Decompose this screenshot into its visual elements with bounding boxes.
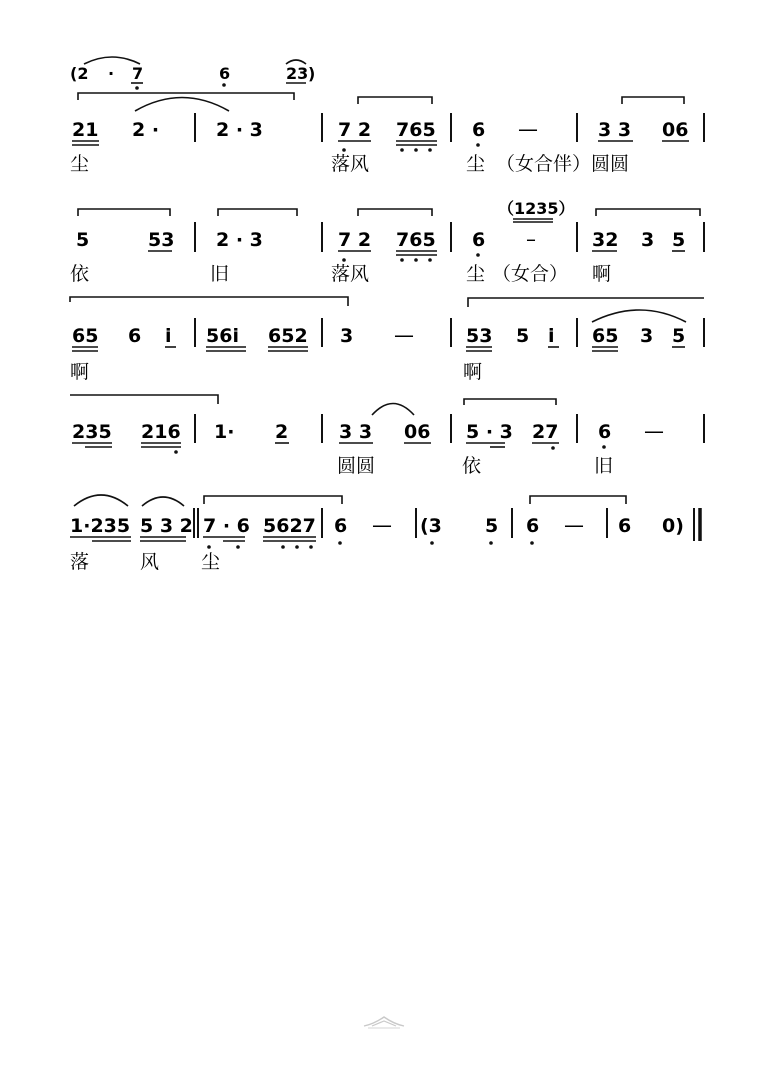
- note: 65: [592, 325, 619, 347]
- note: 3: [340, 325, 354, 347]
- intro-dot: ·: [108, 64, 115, 83]
- slur: [530, 496, 626, 504]
- octave-dot: [551, 446, 555, 450]
- octave-dot: [430, 541, 434, 545]
- system-4: [70, 395, 704, 477]
- octave-dot: [222, 83, 226, 87]
- octave-dot: [281, 545, 285, 549]
- lyric: 尘: [466, 153, 486, 175]
- octave-dot: [338, 541, 342, 545]
- note: 2 · 3: [216, 229, 263, 251]
- lyric: 旧: [594, 455, 614, 477]
- lyric: 依: [462, 455, 482, 477]
- note: 06: [404, 421, 431, 443]
- slur: [596, 209, 700, 216]
- note: 216: [141, 421, 181, 443]
- octave-dot: [530, 541, 534, 545]
- note: 65: [72, 325, 99, 347]
- lyric: （女合）: [492, 263, 569, 285]
- note: 6: [472, 119, 486, 141]
- slur: [135, 98, 229, 112]
- lyric: 旧: [210, 263, 230, 285]
- lyric: 啊: [463, 361, 483, 383]
- system-2: [70, 199, 704, 285]
- note: 21: [72, 119, 99, 141]
- octave-dot: [414, 148, 418, 152]
- intro-close: ): [308, 64, 316, 83]
- note: 27: [532, 421, 559, 443]
- lyric: 尘: [466, 263, 486, 285]
- note: 5 3 2: [140, 515, 193, 537]
- note: 6: [128, 325, 142, 347]
- intro-note: 6: [219, 64, 231, 83]
- dash: —: [564, 513, 584, 537]
- note: 3: [640, 325, 654, 347]
- intro-note: 7: [132, 64, 144, 83]
- note: 3: [641, 229, 655, 251]
- note: 5 · 3: [466, 421, 513, 443]
- slur: [84, 57, 140, 64]
- octave-dot: [295, 545, 299, 549]
- octave-dot: [174, 450, 178, 454]
- octave-dot: [414, 258, 418, 262]
- lyric: 落: [70, 551, 90, 573]
- octave-dot: [207, 545, 211, 549]
- system-3: [70, 297, 704, 383]
- slur: [468, 298, 704, 307]
- lyric: 啊: [70, 361, 90, 383]
- note: 6: [598, 421, 612, 443]
- note: 3 3: [598, 119, 632, 141]
- dash: –: [526, 227, 536, 251]
- lyric: 落风: [331, 153, 370, 175]
- note: 5: [516, 325, 530, 347]
- slur: [74, 495, 128, 506]
- note: 5627: [263, 515, 316, 537]
- octave-dot: [489, 541, 493, 545]
- lyric: 圆圆: [337, 455, 376, 477]
- slur: [372, 404, 414, 416]
- note: 235: [72, 421, 112, 443]
- note: 0): [662, 515, 684, 537]
- slur: [70, 395, 218, 404]
- note: 7 2: [338, 229, 372, 251]
- note: 1·235: [70, 515, 131, 537]
- note: 6: [618, 515, 632, 537]
- lyric: 尘: [70, 153, 90, 175]
- slur: [204, 496, 342, 504]
- lyric: 依: [70, 263, 90, 285]
- note: 765: [396, 119, 436, 141]
- dash: —: [372, 513, 392, 537]
- note: 5: [485, 515, 499, 537]
- slur: [218, 209, 297, 216]
- octave-dot: [236, 545, 240, 549]
- note: 2 · 3: [216, 119, 263, 141]
- octave-dot: [135, 86, 139, 90]
- lyric: 风: [140, 551, 160, 573]
- lyric: 落风: [331, 263, 370, 285]
- note: 7 · 6: [203, 515, 250, 537]
- dash: —: [518, 117, 538, 141]
- intro-open: (2: [70, 64, 89, 83]
- note: 5: [76, 229, 90, 251]
- dash: —: [644, 419, 664, 443]
- note: 3 3: [339, 421, 373, 443]
- note: 6: [334, 515, 348, 537]
- octave-dot: [476, 143, 480, 147]
- slur: [622, 97, 684, 104]
- octave-dot: [342, 258, 346, 262]
- slur: [70, 297, 348, 306]
- note: 5: [672, 229, 686, 251]
- system-5: [70, 495, 700, 573]
- slur: [142, 497, 184, 506]
- octave-dot: [342, 148, 346, 152]
- octave-dot: [476, 253, 480, 257]
- note: (3: [420, 515, 442, 537]
- slur: [464, 399, 556, 405]
- octave-dot: [400, 148, 404, 152]
- ornament-icon: [362, 1012, 406, 1030]
- note: 6: [472, 229, 486, 251]
- note: 765: [396, 229, 436, 251]
- note: 652: [268, 325, 308, 347]
- note: 1·: [214, 421, 235, 443]
- note: 2 ·: [132, 119, 160, 141]
- slur: [592, 310, 686, 322]
- note: 53: [148, 229, 175, 251]
- annotation: （1235）: [498, 199, 575, 218]
- lyric: （女合伴）圆圆: [496, 153, 630, 175]
- note: i: [165, 325, 172, 347]
- dash: —: [394, 323, 414, 347]
- slur: [78, 209, 170, 216]
- note: 7 2: [338, 119, 372, 141]
- system-1: [70, 57, 704, 175]
- octave-dot: [602, 445, 606, 449]
- note: 5: [672, 325, 686, 347]
- note: 6: [526, 515, 540, 537]
- note: 2: [275, 421, 289, 443]
- note: 53: [466, 325, 493, 347]
- intro-note: 23: [286, 64, 309, 83]
- octave-dot: [400, 258, 404, 262]
- slur: [78, 93, 294, 100]
- slur: [358, 97, 432, 104]
- note: 06: [662, 119, 689, 141]
- octave-dot: [309, 545, 313, 549]
- octave-dot: [428, 148, 432, 152]
- octave-dot: [428, 258, 432, 262]
- note: 56i: [206, 325, 239, 347]
- slur: [358, 209, 432, 216]
- note: 32: [592, 229, 619, 251]
- note: i: [548, 325, 555, 347]
- lyric: 啊: [592, 263, 612, 285]
- lyric: 尘: [201, 551, 221, 573]
